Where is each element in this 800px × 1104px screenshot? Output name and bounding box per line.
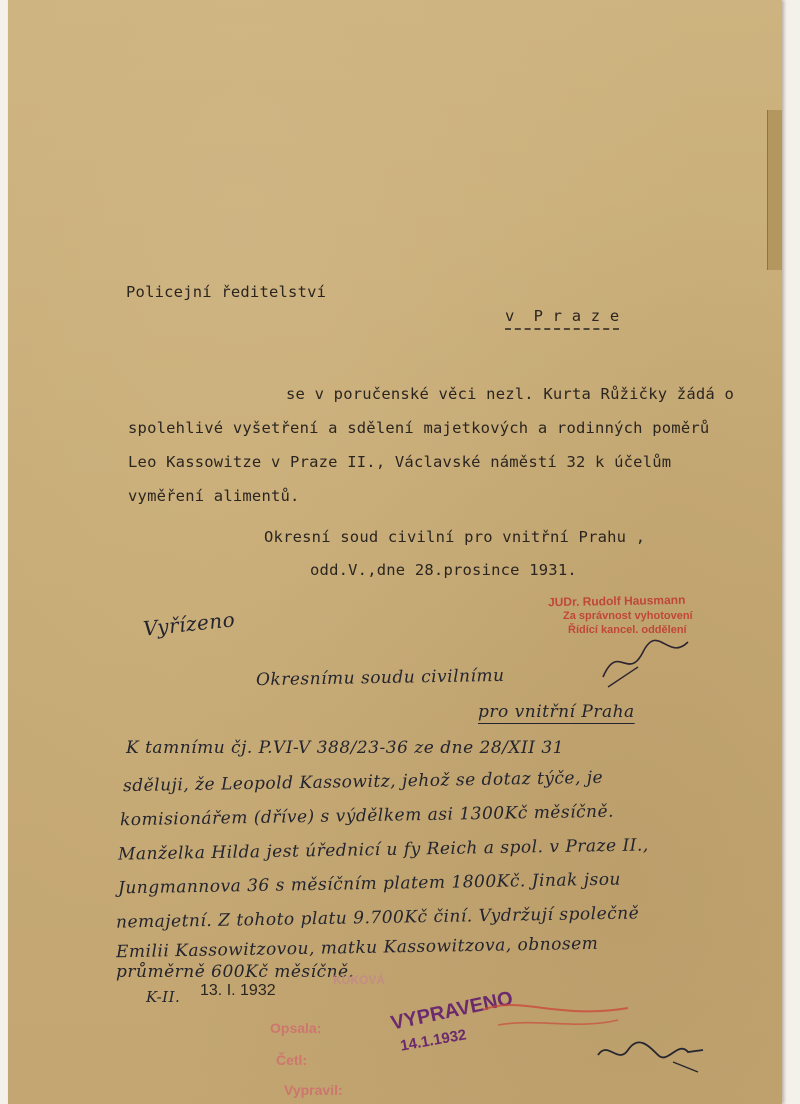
addressee: Policejní ředitelství	[126, 283, 327, 301]
handwritten-salutation: Okresnímu soudu civilnímu	[255, 665, 505, 691]
judge-stamp-line3: Řídící kancel. oddělení	[568, 624, 687, 636]
court-name: Okresní soud civilní pro vnitřní Prahu ,	[264, 528, 646, 546]
document-page	[8, 0, 782, 1104]
body-line-3: Leo Kassowitze v Praze II., Václavské náměstí 32 k účelům	[128, 453, 672, 471]
hand-line-3: komisionářem (dříve) s výdělkem asi 1300Kč měsíčně.	[119, 801, 615, 831]
hand-line-6: nemajetní. Z tohoto platu 9.700Kč činí. Vydržují společně	[115, 903, 640, 933]
stamp-vypravil: Vypravil:	[284, 1082, 343, 1098]
body-line-1: se v poručenské věci nezl. Kurta Růžičky žádá o	[286, 385, 734, 403]
vypraveno-stamp-label: VYPRAVENO	[388, 987, 515, 1035]
paper-edge-tab	[767, 110, 782, 270]
hand-line-1: K tamnímu čj. P.VI-V 388/23-36 ze dne 28/XII 31	[126, 738, 564, 758]
hand-line-8: průměrně 600Kč měsíčně.	[116, 962, 355, 982]
hand-line-4: Manželka Hilda jest úřednicí u fy Reich a spol. v Praze II.,	[117, 835, 649, 865]
judge-stamp-name: JUDr. Rudolf Hausmann	[547, 592, 686, 610]
hand-line-2: sděluji, že Leopold Kassowitz, jehož se dotaz týče, je	[122, 767, 604, 797]
hand-reference: K-II.	[146, 988, 181, 1006]
vypraveno-stamp-date: 14.1.1932	[399, 1026, 468, 1055]
body-line-2: spolehlivé vyšetření a sdělení majetkových a rodinných poměrů	[128, 419, 710, 437]
stamp-opsala: Opsala:	[270, 1020, 322, 1036]
date-stamp: 13. I. 1932	[200, 982, 276, 999]
handwritten-salutation-2: pro vnitřní Praha	[478, 702, 635, 722]
stamp-cetl: Četl:	[276, 1052, 308, 1068]
officer-signature	[593, 1030, 713, 1080]
hand-line-7: Emilii Kassowitzovou, matku Kassowitzova, obnosem	[115, 933, 599, 963]
hand-line-5: Jungmannova 36 s měsíčním platem 1800Kč. Jinak jsou	[117, 869, 622, 899]
city-line: v P r a z e	[505, 307, 620, 325]
department-date: odd.V.,dne 28.prosince 1931.	[310, 561, 577, 579]
body-line-4: vyměření alimentů.	[128, 487, 300, 505]
handwritten-vyrizeno: Vyřízeno	[141, 607, 237, 641]
judge-signature-mark	[598, 632, 698, 692]
clerk-stamp: KUKOVÁ	[333, 973, 386, 987]
judge-stamp-line2: Za správnost vyhotovení	[563, 610, 693, 622]
